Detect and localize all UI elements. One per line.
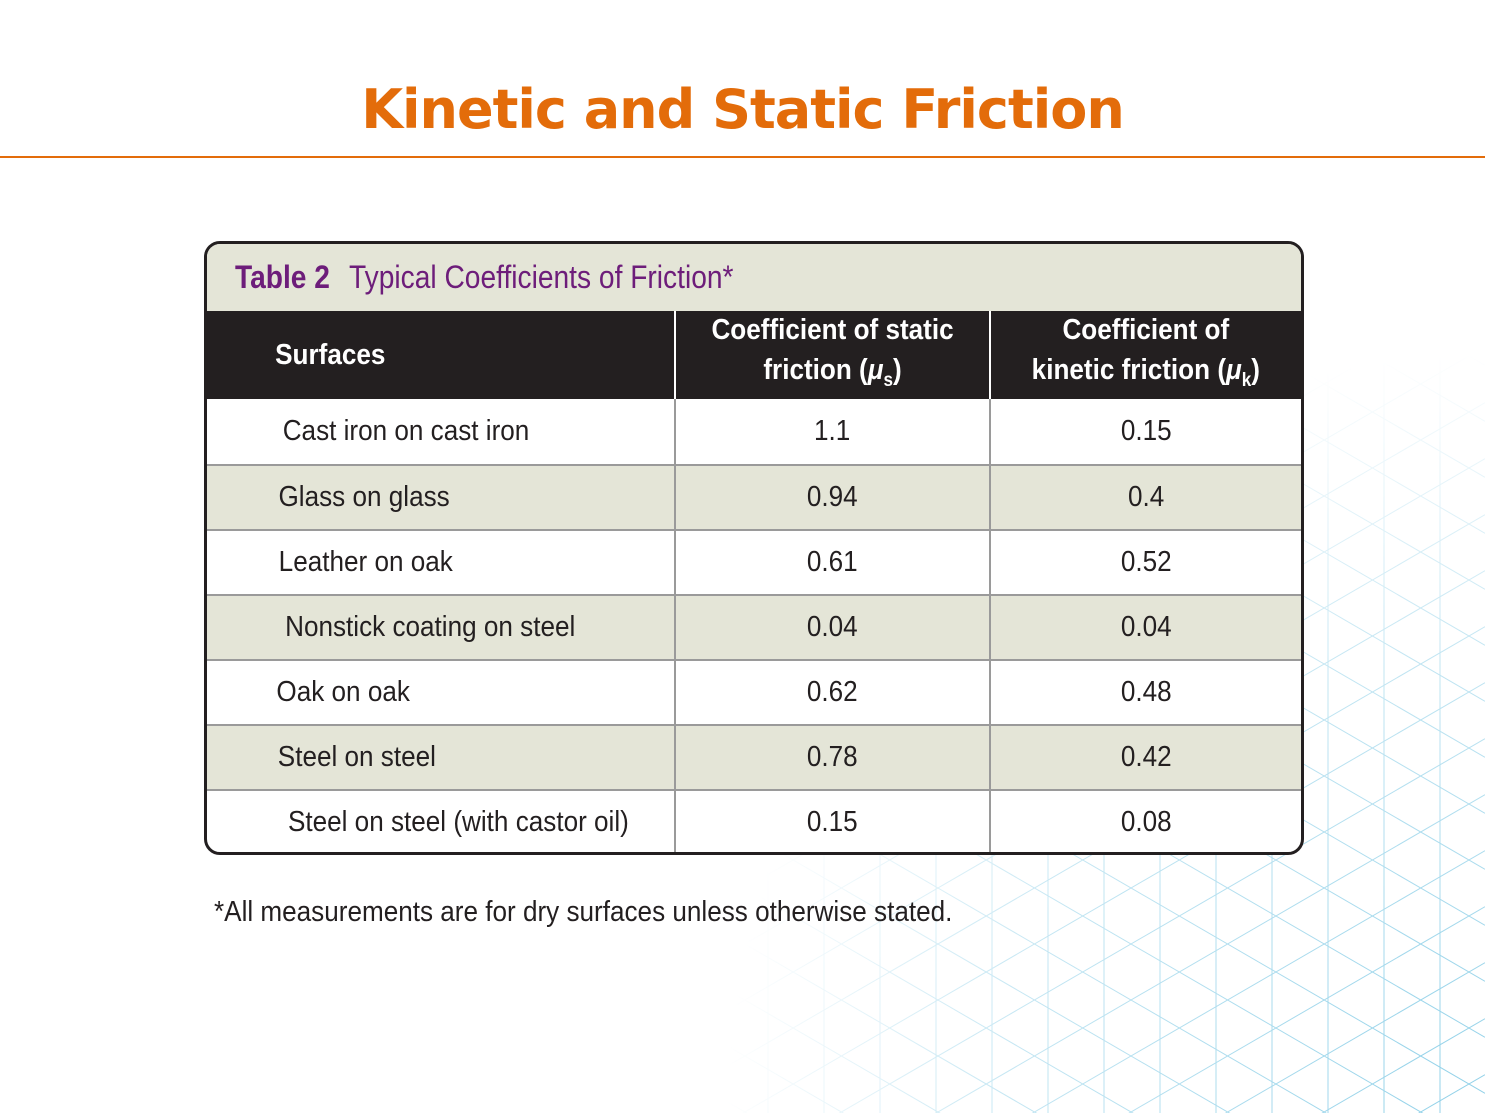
table-header-row (207, 311, 1301, 399)
mu-symbol: μ (1226, 353, 1242, 386)
table-row (207, 399, 1301, 464)
table-row (207, 659, 1301, 724)
slide-title: Kinetic and Static Friction (361, 78, 1124, 141)
title-divider (0, 156, 1485, 158)
cell-surface: Steel on steel (with castor oil) (287, 806, 629, 838)
cell-static-coefficient: 0.61 (674, 531, 989, 594)
cell-static-coefficient: 0.15 (674, 791, 989, 854)
header-surfaces: Surfaces (275, 339, 386, 371)
table-row (207, 464, 1301, 529)
cell-kinetic-coefficient: 0.04 (989, 596, 1301, 659)
table-caption (207, 244, 1301, 311)
cell-kinetic-coefficient: 0.48 (989, 661, 1301, 724)
header-static-coefficient: Coefficient of static friction $(\mu_s)$ (674, 311, 989, 399)
table-caption-title: Typical Coefficients of Friction* (348, 259, 734, 295)
cell-surface: Cast iron on cast iron (282, 415, 530, 447)
cell-kinetic-coefficient: 0.42 (989, 726, 1301, 789)
cell-kinetic-coefficient: 0.4 (989, 466, 1301, 529)
cell-static-coefficient: 1.1 (674, 399, 989, 464)
table-row (207, 724, 1301, 789)
table-footnote: *All measurements are for dry surfaces unless otherwise stated. (214, 896, 953, 928)
cell-kinetic-coefficient: 0.52 (989, 531, 1301, 594)
table-row (207, 594, 1301, 659)
cell-surface: Oak on oak (276, 676, 410, 708)
cell-surface: Glass on glass (278, 481, 450, 513)
table-row (207, 529, 1301, 594)
cell-static-coefficient: 0.94 (674, 466, 989, 529)
table-caption-number: Table 2 (235, 259, 330, 295)
cell-static-coefficient: 0.04 (674, 596, 989, 659)
cell-kinetic-coefficient: 0.08 (989, 791, 1301, 854)
cell-kinetic-coefficient: 0.15 (989, 399, 1301, 464)
cell-static-coefficient: 0.62 (674, 661, 989, 724)
cell-static-coefficient: 0.78 (674, 726, 989, 789)
friction-table (204, 241, 1304, 855)
table-body (207, 399, 1301, 854)
cell-surface: Nonstick coating on steel (285, 611, 576, 643)
table-row (207, 789, 1301, 854)
mu-symbol: μ (867, 353, 884, 386)
header-kinetic-coefficient: Coefficient of kinetic friction $(\mu_k)$ (989, 311, 1301, 399)
cell-surface: Leather on oak (278, 546, 453, 578)
cell-surface: Steel on steel (277, 741, 436, 773)
